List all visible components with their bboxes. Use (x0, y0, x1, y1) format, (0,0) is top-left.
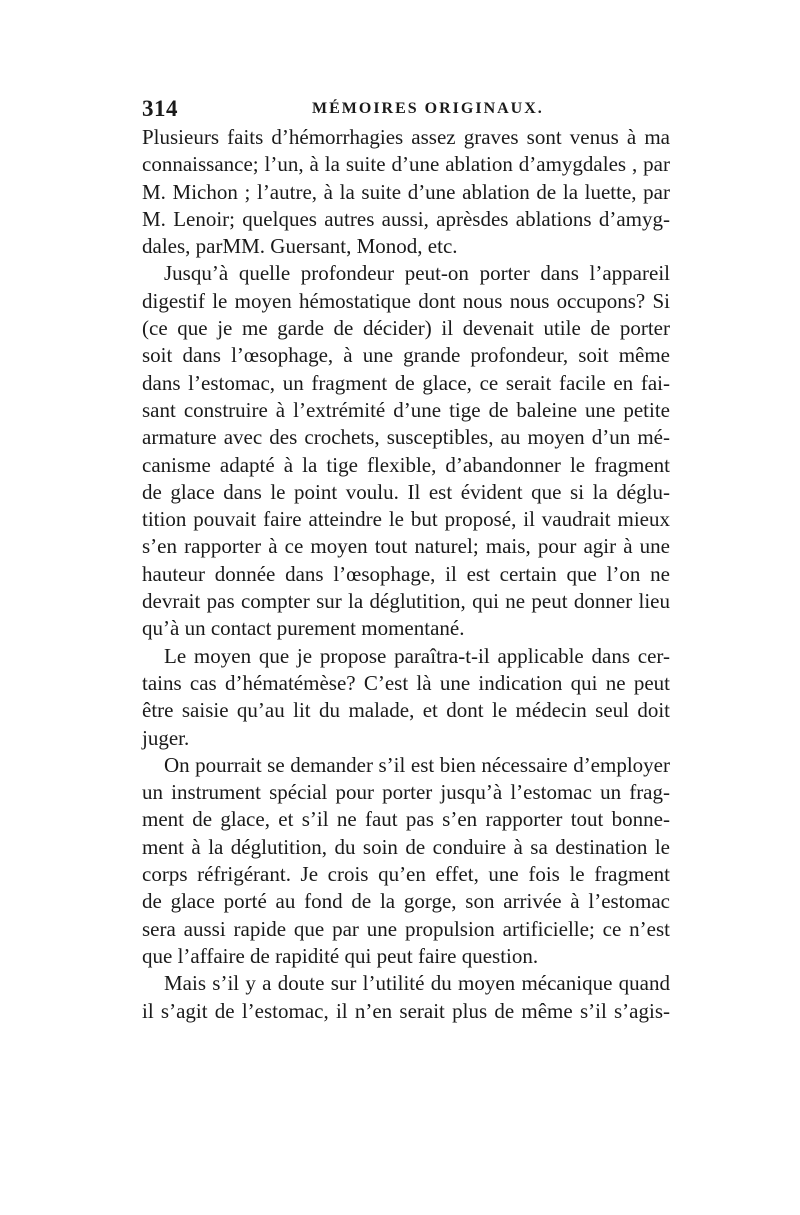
text-line: qu’à un contact purement momentané. (142, 616, 465, 641)
text-line: connaissance; l’un, à la suite d’une ablation d’amygdales , par (142, 152, 670, 177)
text-line: Jusqu’à quelle profondeur peut-on porter dans l’appareil (164, 261, 670, 286)
text-line: sera aussi rapide que par une propulsion artificielle; ce n’est (142, 916, 670, 941)
text-line: M. Michon ; l’autre, à la suite d’une ablation de la luette, par (142, 179, 670, 204)
text-line: dales, parMM. Guersant, Monod, etc. (142, 234, 458, 259)
text-line: canisme adapté à la tige flexible, d’abandonner le fragment (142, 452, 670, 477)
text-line: s’en rapporter à ce moyen tout naturel; mais, pour agir à une (142, 534, 670, 559)
text-line: il s’agit de l’estomac, il n’en serait plus de même s’il s’agis- (142, 998, 670, 1023)
text-line: Mais s’il y a doute sur l’utilité du moyen mécanique quand (164, 971, 670, 996)
text-line: juger. (142, 725, 190, 750)
text-line: M. Lenoir; quelques autres aussi, aprèsdes ablations d’amyg- (142, 206, 670, 231)
text-line: de glace dans le point voulu. Il est évident que si la déglu- (142, 479, 670, 504)
text-line: Plusieurs faits d’hémorrhagies assez graves sont venus à ma (142, 125, 670, 149)
text-line: hauteur donnée dans l’œsophage, il est certain que l’on ne (142, 561, 670, 586)
text-line: soit dans l’œsophage, à une grande profondeur, soit même (142, 343, 670, 368)
text-line: dans l’estomac, un fragment de glace, ce serait facile en fai- (142, 370, 670, 395)
text-line: corps réfrigérant. Je crois qu’en effet, une fois le fragment (142, 862, 670, 887)
text-line: un instrument spécial pour porter jusqu’à l’estomac un frag- (142, 780, 670, 805)
text-line: armature avec des crochets, susceptibles, au moyen d’un mé- (142, 425, 670, 450)
text-line: ment à la déglutition, du soin de conduire à sa destination le (142, 834, 670, 859)
text-line: être saisie qu’au lit du malade, et dont le médecin seul doit (142, 698, 670, 723)
body-text (142, 124, 670, 1025)
text-line: tition pouvait faire atteindre le but proposé, il vaudrait mieux (142, 507, 670, 532)
text-line: de glace porté au fond de la gorge, son arrivée à l’estomac (142, 889, 670, 914)
running-head (142, 96, 670, 126)
running-title: MÉMOIRES ORIGINAUX. (312, 100, 544, 117)
page-number: 314 (142, 96, 178, 121)
text-line: Le moyen que je propose paraîtra-t-il applicable dans cer- (164, 643, 670, 668)
text-line: sant construire à l’extrémité d’une tige de baleine une petite (142, 397, 670, 422)
text-line: ment de glace, et s’il ne faut pas s’en rapporter tout bonne- (142, 807, 670, 832)
text-line: On pourrait se demander s’il est bien nécessaire d’employer (164, 752, 670, 777)
text-line: que l’affaire de rapidité qui peut faire question. (142, 943, 539, 968)
text-line: digestif le moyen hémostatique dont nous nous occupons? Si (142, 288, 670, 313)
text-line: devrait pas compter sur la déglutition, qui ne peut donner lieu (142, 589, 670, 614)
text-line: tains cas d’hématémèse? C’est là une indication qui ne peut (142, 670, 670, 695)
text-line: (ce que je me garde de décider) il devenait utile de porter (142, 316, 670, 341)
